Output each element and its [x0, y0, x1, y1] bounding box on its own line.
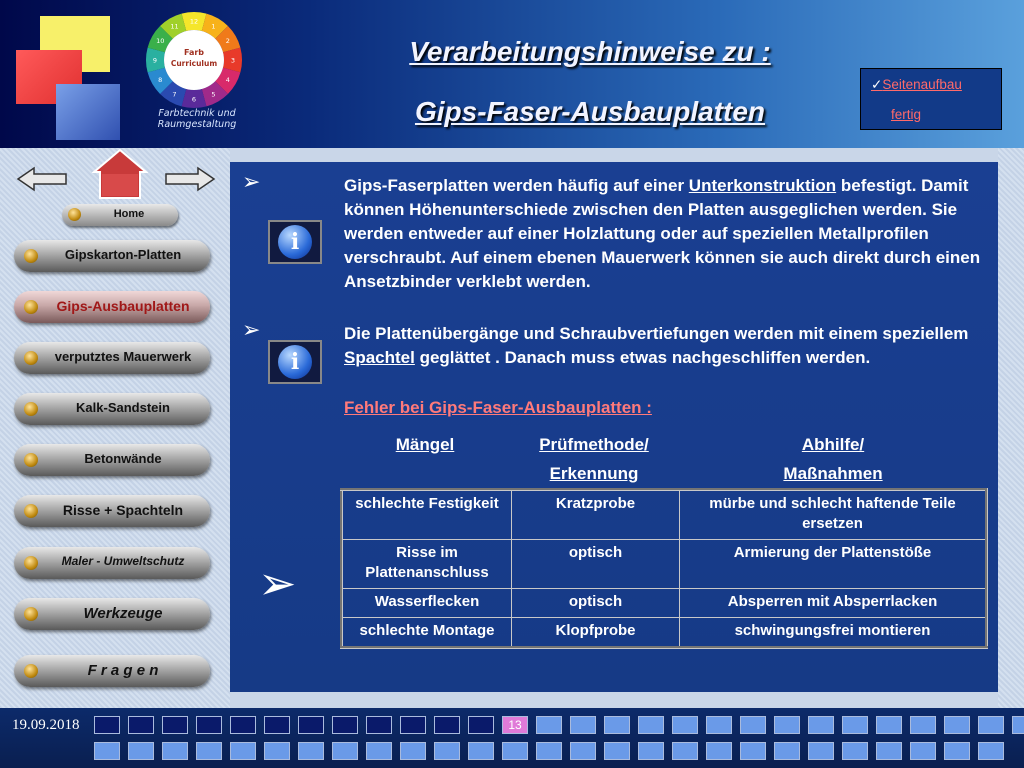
- page-button[interactable]: [128, 716, 154, 734]
- column-header-pruefmethode-line2: Erkennung: [549, 464, 639, 483]
- home-button[interactable]: [62, 204, 178, 226]
- column-header-pruefmethode: [504, 430, 684, 488]
- page-button[interactable]: [264, 742, 290, 760]
- button-dot-icon: [24, 453, 38, 467]
- page-button[interactable]: [468, 716, 494, 734]
- page-button[interactable]: [774, 742, 800, 760]
- sidebar-item-betonwaende[interactable]: [14, 444, 210, 476]
- page-button[interactable]: [876, 716, 902, 734]
- right-border: [998, 148, 1024, 708]
- page-title-line1: Verarbeitungshinweise zu :: [409, 36, 771, 67]
- page-button[interactable]: [910, 716, 936, 734]
- table-cell: schwingungsfrei montieren: [680, 618, 987, 648]
- table-cell: Armierung der Plattenstöße: [680, 540, 987, 589]
- button-dot-icon: [24, 556, 38, 570]
- table-cell: Klopfprobe: [512, 618, 680, 648]
- table-cell: Absperren mit Absperrlacken: [680, 589, 987, 618]
- decor-square-blue: [56, 84, 120, 140]
- page-button[interactable]: [740, 716, 766, 734]
- forward-arrow-icon[interactable]: [164, 166, 216, 192]
- color-wheel-number: 8: [158, 76, 163, 84]
- column-header-maengel: Mängel: [395, 435, 455, 454]
- bullet-arrow-icon: ➢: [242, 318, 261, 343]
- column-header-abhilfe-line2: Maßnahmen: [783, 464, 883, 483]
- sidebar-item-label: Risse + Spachteln: [62, 502, 184, 518]
- error-heading: Fehler bei Gips-Faser-Ausbauplatten :: [344, 398, 652, 417]
- defects-table: [340, 488, 988, 649]
- home-house-icon[interactable]: [92, 148, 148, 200]
- page-button[interactable]: [502, 742, 528, 760]
- para1-text: Gips-Faserplatten werden häufig auf einer: [344, 176, 689, 195]
- color-wheel-logo: [144, 10, 244, 110]
- sidebar-item-maler-umweltschutz[interactable]: [14, 547, 210, 579]
- button-dot-icon: [24, 504, 38, 518]
- page-button[interactable]: [298, 716, 324, 734]
- page-button[interactable]: [604, 716, 630, 734]
- sidebar-item-label: F r a g e n: [87, 662, 159, 679]
- page-button[interactable]: [842, 716, 868, 734]
- page-button[interactable]: [400, 742, 426, 760]
- info-icon: i: [278, 225, 312, 259]
- status-box: [860, 68, 1002, 130]
- button-dot-icon: [24, 664, 38, 678]
- table-cell: optisch: [512, 540, 680, 589]
- page-button[interactable]: [366, 742, 392, 760]
- page-button[interactable]: [128, 742, 154, 760]
- page-button[interactable]: [978, 716, 1004, 734]
- sidebar-item-label: Betonwände: [84, 451, 162, 466]
- home-button-label: Home: [113, 208, 145, 220]
- page-button[interactable]: [638, 742, 664, 760]
- page-button[interactable]: [332, 742, 358, 760]
- status-link-fertig[interactable]: fertig: [891, 107, 922, 122]
- button-dot-icon: [24, 402, 38, 416]
- page-button[interactable]: [944, 742, 970, 760]
- color-wheel-number: 9: [152, 56, 158, 65]
- page-title-line2: Gips-Faser-Ausbauplatten: [414, 96, 766, 127]
- sidebar-item-risse-spachteln[interactable]: [14, 495, 210, 527]
- info-icon: i: [278, 345, 312, 379]
- page-button[interactable]: [876, 742, 902, 760]
- page-button[interactable]: [774, 716, 800, 734]
- logo-text-1: Farb: [183, 48, 205, 57]
- table-cell: Risse im Plattenanschluss: [342, 540, 512, 589]
- page-button[interactable]: [672, 716, 698, 734]
- logo-text-2: Curriculum: [170, 59, 218, 68]
- column-header-abhilfe-line1: Abhilfe/: [801, 435, 865, 454]
- bullet-arrow-large-icon: ➢: [258, 556, 297, 610]
- page-button-current[interactable]: 13: [502, 716, 528, 734]
- color-wheel-number: 1: [211, 22, 216, 31]
- color-wheel-number: 10: [156, 37, 165, 45]
- page-button[interactable]: [94, 742, 120, 760]
- logo-subtitle-line2: Raumgestaltung: [157, 119, 237, 130]
- sidebar-item-label: Gipskarton-Platten: [64, 247, 182, 262]
- page-button[interactable]: [94, 716, 120, 734]
- color-wheel-number: 3: [230, 56, 236, 65]
- back-arrow-icon[interactable]: [16, 166, 68, 192]
- table-cell: mürbe und schlecht haftende Teile ersetzen: [680, 490, 987, 540]
- page-button[interactable]: [400, 716, 426, 734]
- page-button[interactable]: [162, 742, 188, 760]
- page-button[interactable]: [706, 742, 732, 760]
- footer: [0, 708, 1024, 768]
- link-spachtel[interactable]: Spachtel: [344, 348, 415, 367]
- sidebar-item-label: Kalk-Sandstein: [76, 400, 170, 415]
- table-cell: Kratzprobe: [512, 490, 680, 540]
- button-dot-icon: [24, 300, 38, 314]
- sidebar-item-werkzeuge[interactable]: [14, 598, 210, 630]
- status-line1: Seitenaufbau: [882, 77, 962, 92]
- page-button[interactable]: [604, 742, 630, 760]
- para2-text: Die Plattenübergänge und Schraubvertiefungen werden mit einem speziellem: [344, 324, 969, 343]
- date-label: 19.09.2018: [12, 717, 80, 733]
- page-button[interactable]: [196, 716, 222, 734]
- status-link-seitenaufbau[interactable]: [871, 77, 962, 93]
- info-button-2[interactable]: [268, 340, 322, 384]
- bullet-arrow-icon: ➢: [242, 170, 261, 195]
- para1-text-rest: befestigt. Damit können Höhenunterschiede zwischen den Platten ausgeglichen werden. Sie werden entweder auf einer Holzlattung oder auf speziellen Metallprofilen verschraubt. Auf einem ebenen Mauerwerk können sie auch direkt durch einen Ansetzbinder verklebt werden.: [344, 176, 981, 291]
- button-dot-icon: [24, 351, 38, 365]
- link-unterkonstruktion[interactable]: Unterkonstruktion: [688, 176, 837, 195]
- page-button[interactable]: [536, 716, 562, 734]
- page-button[interactable]: [332, 716, 358, 734]
- table-row: [342, 490, 987, 540]
- check-icon: ✓: [871, 77, 883, 92]
- table-cell: schlechte Festigkeit: [342, 490, 512, 540]
- paragraph-1: [344, 174, 994, 294]
- logo-subtitle-line1: Farbtechnik und: [158, 108, 236, 119]
- table-cell: Wasserflecken: [342, 589, 512, 618]
- table-row: [342, 589, 987, 618]
- sidebar-item-gips-ausbauplatten[interactable]: [14, 291, 210, 323]
- color-wheel-number: 6: [191, 95, 197, 104]
- page-button[interactable]: [706, 716, 732, 734]
- page-button[interactable]: [842, 742, 868, 760]
- page-button[interactable]: [740, 742, 766, 760]
- page-button[interactable]: [196, 742, 222, 760]
- color-wheel-number: 12: [189, 17, 199, 26]
- button-dot-icon: [68, 208, 81, 221]
- page-button[interactable]: [434, 716, 460, 734]
- info-button-1[interactable]: [268, 220, 322, 264]
- sidebar-item-verputztes-mauerwerk[interactable]: [14, 342, 210, 374]
- page-button[interactable]: [468, 742, 494, 760]
- sidebar-item-kalk-sandstein[interactable]: [14, 393, 210, 425]
- page-button[interactable]: [162, 716, 188, 734]
- table-row: [342, 618, 987, 648]
- page-button[interactable]: [570, 742, 596, 760]
- table-cell: optisch: [512, 589, 680, 618]
- page-button[interactable]: [264, 716, 290, 734]
- button-dot-icon: [24, 607, 38, 621]
- para2-text-rest: geglättet . Danach muss etwas nachgeschliffen werden.: [414, 348, 871, 367]
- sidebar-item-fragen[interactable]: [14, 655, 210, 687]
- page-button[interactable]: [366, 716, 392, 734]
- page-button[interactable]: [978, 742, 1004, 760]
- page-button[interactable]: [910, 742, 936, 760]
- column-header-pruefmethode-line1: Prüfmethode/: [539, 435, 649, 454]
- button-dot-icon: [24, 249, 38, 263]
- page-button[interactable]: [1012, 716, 1024, 734]
- paragraph-2: [344, 322, 994, 370]
- sidebar-item-label: Werkzeuge: [83, 605, 163, 622]
- sidebar-item-label: verputztes Mauerwerk: [54, 349, 192, 364]
- page-button[interactable]: [298, 742, 324, 760]
- page-button[interactable]: [230, 742, 256, 760]
- page-button[interactable]: [434, 742, 460, 760]
- sidebar-item-gipskarton[interactable]: [14, 240, 210, 272]
- page-button[interactable]: [808, 716, 834, 734]
- column-header-abhilfe: [740, 430, 926, 488]
- color-wheel-number: 4: [225, 76, 230, 84]
- table-cell: schlechte Montage: [342, 618, 512, 648]
- logo-subtitle: [142, 108, 252, 130]
- sidebar-item-label: Gips-Ausbauplatten: [56, 298, 190, 314]
- page-button[interactable]: [638, 716, 664, 734]
- page-button[interactable]: [536, 742, 562, 760]
- color-wheel-number: 2: [225, 37, 230, 45]
- color-wheel-number: 5: [211, 90, 216, 99]
- page-button[interactable]: [808, 742, 834, 760]
- page-button[interactable]: [672, 742, 698, 760]
- sidebar-item-label: Maler - Umweltschutz: [61, 554, 185, 568]
- table-row: [342, 540, 987, 589]
- header: [0, 0, 1024, 148]
- color-wheel-number: 7: [172, 90, 177, 99]
- page-button[interactable]: [944, 716, 970, 734]
- page-button[interactable]: [230, 716, 256, 734]
- color-wheel-number: 11: [170, 22, 179, 31]
- page-button[interactable]: [570, 716, 596, 734]
